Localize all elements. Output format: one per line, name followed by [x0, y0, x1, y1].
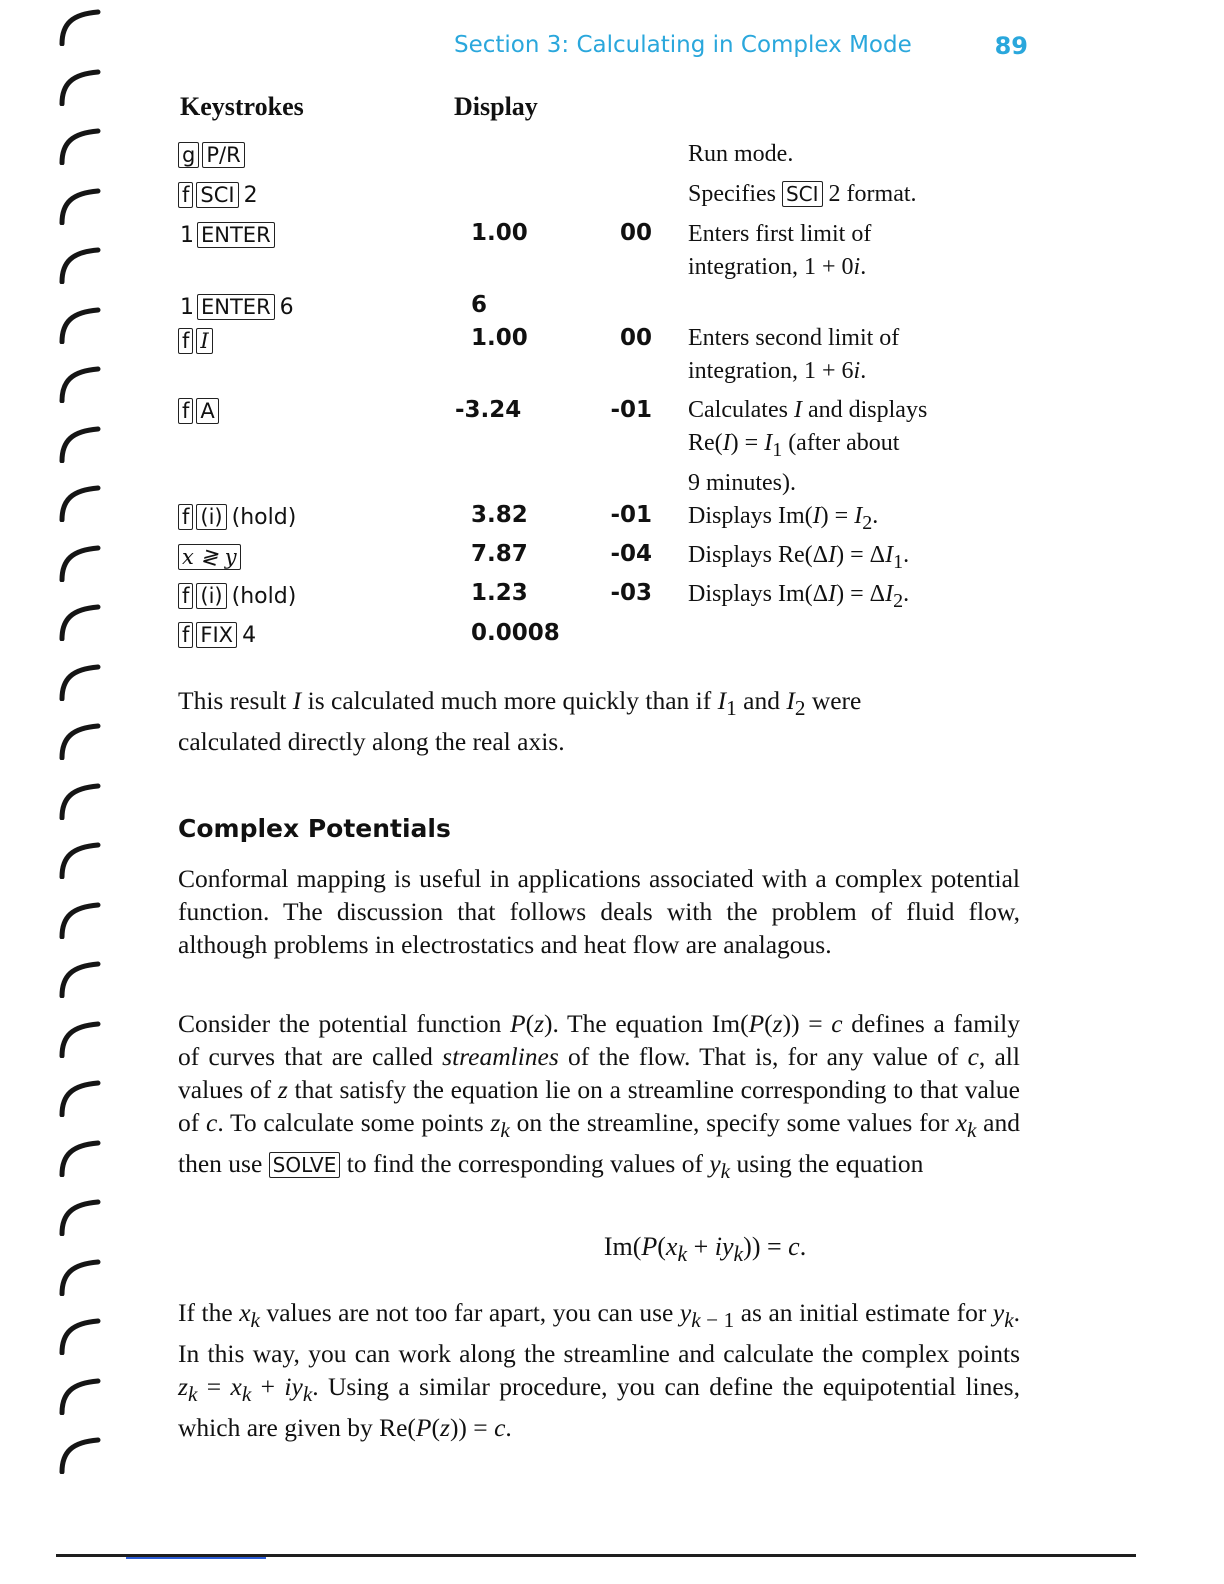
spiral-binding [58, 0, 108, 1584]
keystroke-row [178, 398, 219, 424]
page-number: 89 [994, 32, 1028, 60]
display-exponent: -01 [610, 397, 652, 423]
key-f: f [178, 398, 193, 424]
key-f: f [178, 622, 193, 648]
key-x-swap-y: x ≷ y [178, 544, 241, 570]
display-value: 7.87 [471, 541, 528, 567]
binding-ring-icon [58, 1315, 102, 1355]
binding-ring-icon [58, 363, 102, 403]
binding-ring-icon [58, 244, 102, 284]
display-exponent: -04 [610, 541, 652, 567]
display-value: 0.0008 [471, 620, 560, 646]
keystroke-row [178, 294, 294, 320]
description: Displays $Im(I) = I_2$. [688, 503, 879, 534]
display-value: 3.82 [471, 502, 528, 528]
binding-ring-icon [58, 1137, 102, 1177]
binding-ring-icon [58, 185, 102, 225]
key-sci-inline: SCI [782, 181, 823, 207]
keystroke-suffix: (hold) [231, 504, 297, 530]
key-a: A [196, 398, 218, 424]
binding-ring-icon [58, 1375, 102, 1415]
key-enter: ENTER [197, 294, 275, 320]
keystroke-suffix: (hold) [231, 583, 297, 609]
key-enter: ENTER [197, 222, 275, 248]
binding-ring-icon [58, 780, 102, 820]
binding-ring-icon [58, 6, 102, 46]
keystrokes-column-header: Keystrokes [180, 92, 304, 121]
equation: $Im(P(x_k + iy_k)) = c$. [603, 1232, 807, 1267]
keystroke-row [178, 544, 241, 570]
display-value: 1.23 [471, 580, 528, 606]
key-fix: FIX [196, 622, 237, 648]
display-exponent: 00 [619, 325, 652, 351]
bottom-rule-accent [126, 1557, 266, 1559]
display-exponent: 00 [619, 220, 652, 246]
description-text: Specifies [688, 181, 782, 207]
keystroke-row [178, 583, 296, 609]
keystroke-prefix: 1 [180, 294, 194, 320]
key-i-complex: (i) [196, 504, 226, 530]
key-sci: SCI [196, 182, 238, 208]
description: Displays $Im(\Delta I) = \Delta I_2$. [688, 581, 910, 612]
key-solve: SOLVE [269, 1152, 341, 1178]
key-f: f [178, 182, 193, 208]
binding-ring-icon [58, 1018, 102, 1058]
binding-ring-icon [58, 958, 102, 998]
key-f: f [178, 583, 193, 609]
key-g: g [178, 142, 199, 168]
binding-ring-icon [58, 66, 102, 106]
keystroke-suffix: 4 [242, 622, 257, 648]
keystroke-prefix: 1 [180, 222, 194, 248]
keystroke-suffix: 2 [243, 182, 258, 208]
key-p-r: P/R [202, 142, 244, 168]
binding-ring-icon [58, 661, 102, 701]
paragraph-streamlines: Consider the potential function P(z). The equation Im(P(z)) = c defines a family of curves that are called streamlines of the flow. That is, for any value of c, all values of z that satisfy the equation lie on a streamline corresponding to that value of c. To calculate some points $z_k$ on the streamline, specify some values for $x_k$ and then use SOLVE to find the corresponding values of $y_k$ using the equation [178, 1009, 1021, 1184]
display-value: -3.24 [455, 397, 522, 423]
section-title-header: Section 3: Calculating in Complex Mode [454, 32, 912, 58]
description-text: 2 format. [822, 181, 917, 207]
description: Calculates I and displays $Re(I) = I_1$ (after about 9 minutes). [688, 397, 928, 496]
binding-ring-icon [58, 839, 102, 879]
display-exponent: -03 [610, 580, 652, 606]
keystroke-row [178, 142, 245, 168]
paragraph-equipotential: If the $x_k$ values are not too far apart, you can use $y_{k - 1}$ as an initial estimate for $y_k$. In this way, you can work along the streamline and calculate the complex points $z_k = x_k + iy_k$. Using a similar procedure, you can define the equipotential lines, which are given by Re(P(z)) = c. [178, 1298, 1020, 1443]
binding-ring-icon [58, 720, 102, 760]
binding-ring-icon [58, 1434, 102, 1474]
paragraph-conformal: Conformal mapping is useful in applications associated with a complex potential function. The discussion that follows deals with the problem of fluid flow, although problems in electrostatics and heat flow are analagous. [178, 864, 1020, 959]
description: Enters first limit of integration, 1 + 0i. [688, 221, 872, 280]
display-value: 1.00 [471, 325, 528, 351]
keystroke-suffix: 6 [279, 294, 294, 320]
key-f: f [178, 328, 193, 354]
section-heading: Complex Potentials [178, 814, 451, 843]
display-value: 1.00 [471, 220, 528, 246]
keystroke-row [178, 622, 256, 648]
binding-ring-icon [58, 125, 102, 165]
binding-ring-icon [58, 601, 102, 641]
description [688, 178, 1028, 211]
display-value: 6 [471, 292, 488, 318]
description: Run mode. [688, 141, 794, 167]
display-exponent: -01 [610, 502, 652, 528]
binding-ring-icon [58, 423, 102, 463]
display-column-header: Display [454, 92, 538, 121]
keystroke-row [178, 328, 213, 354]
description: Enters second limit of integration, 1 + 6i. [688, 325, 900, 384]
key-integrate: I [196, 328, 212, 354]
binding-ring-icon [58, 899, 102, 939]
keystroke-row [178, 504, 296, 530]
keystroke-row [178, 182, 258, 208]
key-i-complex: (i) [196, 583, 226, 609]
page-header [454, 32, 1028, 66]
description: Displays $Re(\Delta I) = \Delta I_1$. [688, 542, 910, 573]
binding-ring-icon [58, 1077, 102, 1117]
result-paragraph: This result I is calculated much more quickly than if $I_1$ and $I_2$ were calculated directly along the real axis. [178, 686, 862, 757]
binding-ring-icon [58, 1196, 102, 1236]
binding-ring-icon [58, 482, 102, 522]
key-f: f [178, 504, 193, 530]
binding-ring-icon [58, 542, 102, 582]
binding-ring-icon [58, 304, 102, 344]
keystroke-row [178, 222, 275, 248]
